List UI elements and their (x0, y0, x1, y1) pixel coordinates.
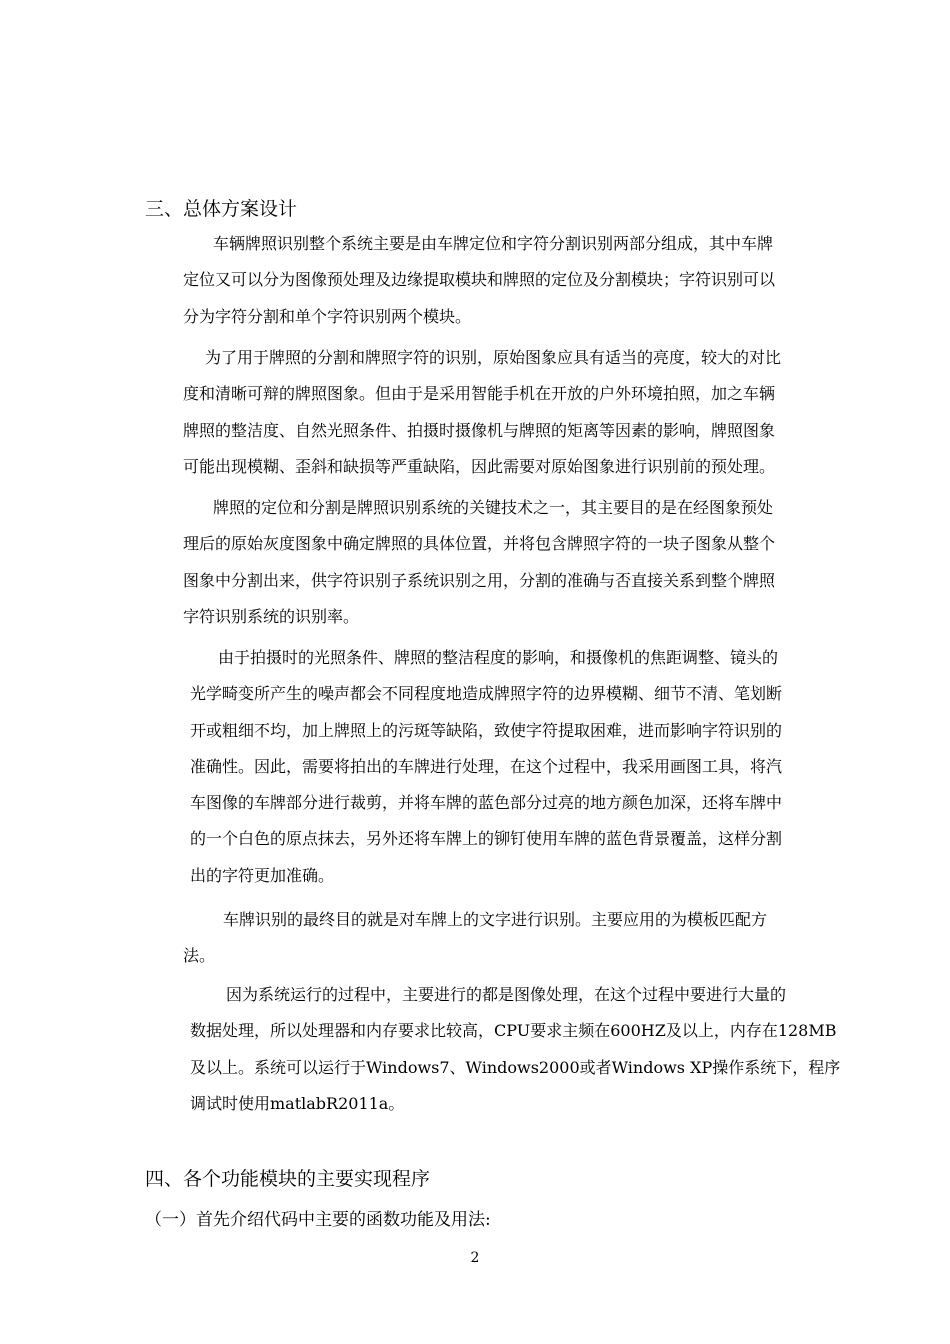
text-line: 分为字符分割和单个字符识别两个模块。 (183, 306, 472, 326)
paragraph-6 (190, 977, 841, 1122)
text-line: 可能出现模糊、歪斜和缺损等严重缺陷，因此需要对原始图象进行识别前的预处理。 (183, 456, 776, 476)
section-4-heading: 四、各个功能模块的主要实现程序 (145, 1168, 431, 1190)
section-4-subheading: （一）首先介绍代码中主要的函数功能及用法: (145, 1210, 491, 1230)
paragraph-2 (183, 340, 803, 485)
text-line: 法。 (183, 946, 216, 966)
paragraph-5 (183, 902, 803, 975)
text-line: 牌照的定位和分割是牌照识别系统的关键技术之一，其主要目的是在经图象预处 (213, 498, 774, 517)
text-line: 度和清晰可辩的牌照图象。但由于是采用智能手机在开放的户外环境拍照，加之车辆 (183, 384, 776, 404)
section-3-heading: 三、总体方案设计 (145, 198, 298, 220)
paragraph-3 (183, 490, 803, 635)
paragraph-1 (183, 226, 803, 335)
text-line: 及以上。系统可以运行于Windows7、Windows2000或者Windows XP操作系统下，程序 (190, 1057, 841, 1077)
text-line: 车图像的车牌部分进行裁剪，并将车牌的蓝色部分过亮的地方颜色加深，还将车牌中 (190, 793, 783, 813)
text-line: 开或粗细不均，加上牌照上的污斑等缺陷，致使字符提取困难，进而影响字符识别的 (190, 720, 783, 740)
paragraph-4 (190, 640, 807, 894)
text-line: 牌照的整洁度、自然光照条件、拍摄时摄像机与牌照的矩离等因素的影响，牌照图象 (183, 420, 776, 440)
text-line: 理后的原始灰度图象中确定牌照的具体位置，并将包含牌照字符的一块子图象从整个 (183, 534, 776, 554)
text-line: 数据处理，所以处理器和内存要求比较高，CPU要求主频在600HZ及以上，内存在128MB (190, 1021, 837, 1041)
text-line: 光学畸变所产生的噪声都会不同程度地造成牌照字符的边界模糊、细节不清、笔划断 (190, 684, 783, 704)
text-line: 车辆牌照识别整个系统主要是由车牌定位和字符分割识别两部分组成，其中车牌 (213, 234, 774, 253)
text-line: 出的字符更加准确。 (190, 865, 335, 885)
text-line: 定位又可以分为图像预处理及边缘提取模块和牌照的定位及分割模块；字符识别可以 (183, 270, 776, 290)
page-number: 2 (470, 1250, 480, 1266)
text-line: 车牌识别的最终目的就是对车牌上的文字进行识别。主要应用的为模板匹配方 (223, 910, 768, 929)
text-line: 的一个白色的原点抹去，另外还将车牌上的铆钉使用车牌的蓝色背景覆盖，这样分割 (190, 829, 783, 849)
text-line: 由于拍摄时的光照条件、牌照的整洁程度的影响，和摄像机的焦距调整、镜头的 (218, 648, 779, 667)
text-line: 准确性。因此，需要将拍出的车牌进行处理，在这个过程中，我采用画图工具，将汽 (190, 756, 783, 776)
text-line: 因为系统运行的过程中，主要进行的都是图像处理，在这个过程中要进行大量的 (226, 985, 787, 1004)
text-line: 调试时使用matlabR2011a。 (190, 1093, 405, 1113)
text-line: 图象中分割出来，供字符识别子系统识别之用，分割的准确与否直接关系到整个牌照 (183, 570, 776, 590)
text-line: 字符识别系统的识别率。 (183, 606, 360, 626)
text-line: 为了用于牌照的分割和牌照字符的识别，原始图象应具有适当的亮度，较大的对比 (205, 348, 782, 367)
